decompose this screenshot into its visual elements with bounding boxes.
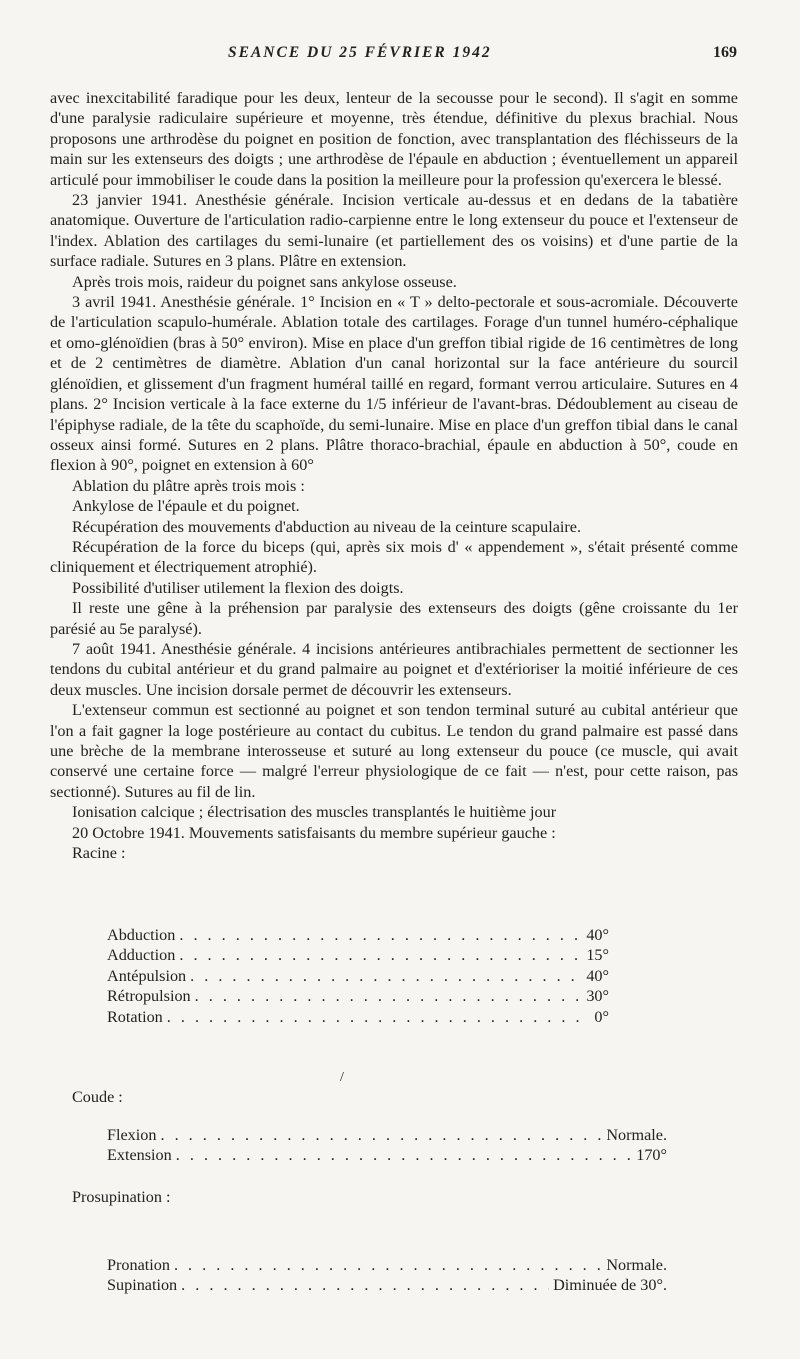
paragraph: Récupération de la force du biceps (qui, après six mois d' « appendement », s'était présenté comme cliniquement et électriquement atrophié). [50,537,738,577]
body-text [50,88,738,863]
stray-slash-mark: / [340,1070,344,1085]
row-label: Pronation [107,1256,170,1274]
row-label: Rotation [107,1007,163,1026]
table-row [107,986,609,1006]
table-row [107,1125,667,1145]
row-value: 170° [636,1146,667,1165]
paragraph: Après trois mois, raideur du poignet sans ankylose osseuse. [72,272,457,291]
paragraph: Il reste une gêne à la préhension par paralysie des extenseurs des doigts (gêne croissante du 1er parésié au 5e paralysé). [50,599,738,638]
row-value: 40° [586,966,609,985]
row-label: Abduction [107,926,176,944]
paragraph: Ionisation calcique ; électrisation des muscles transplantés le huitième jour [72,803,557,822]
table-row [107,1007,609,1027]
row-value: 15° [586,946,609,965]
row-label: Flexion [107,1126,157,1144]
row-label: Antépulsion [107,966,187,985]
leader-dots [190,966,582,986]
leader-dots [160,1125,602,1145]
row-value: 40° [586,926,609,944]
paragraph: Ankylose de l'épaule et du poignet. [72,497,300,516]
paragraph: Récupération des mouvements d'abduction au niveau de la ceinture scapulaire. [72,517,582,536]
coude-title: Coude : [72,1088,123,1106]
row-value: 0° [594,1007,609,1026]
table-row [107,1275,667,1295]
racine-table [107,925,609,1027]
table-row [107,925,609,945]
paragraph: 7 août 1941. Anesthésie générale. 4 incisions antérieures antibrachiales permettent de sectionner les tendons du cubital antérieur et du grand palmaire au poignet et d'extérioriser la moitié inférieure de ces deux muscles. Une incision dorsale permet de découvrir les extenseurs. [50,639,738,699]
table-row [107,966,609,986]
paragraph: L'extenseur commun est sectionné au poignet et son tendon terminal suturé au cubital antérieur que l'on a fait gagner la loge postérieure au contact du cubitus. Le tendon du grand palmaire est passé dans une brèche de la membrane interosseuse et suturé au long extenseur du pouce (ce muscle, qui avait conservé une certaine force — malgré l'erreur physiologique de ce fait — n'est, pour cette raison, pas sectionné). Sutures au fil de lin. [50,701,738,801]
leader-dots [195,986,583,1006]
paragraph: 23 janvier 1941. Anesthésie générale. Incision verticale au-dessus et en dedans de la tabatière anatomique. Ouverture de l'articulation radio-carpienne entre le long extenseur du pouce et l'extenseur de l'index. Ablation des cartilages du semi-lunaire (et partiellement des os voisins) et d'une partie de la surface radiale. Sutures en 3 plans. Plâtre en extension. [50,191,738,271]
row-label: Rétropulsion [107,987,191,1006]
row-label: Adduction [107,946,176,965]
running-header [0,44,800,68]
table-row [107,1255,667,1275]
prosupination-title: Prosupination : [72,1188,171,1206]
row-value: Normale. [606,1256,667,1274]
paragraph: Racine : [72,844,126,863]
prosupination-table [107,1255,667,1296]
row-label: Supination [107,1276,178,1295]
row-value: Diminuée de 30°. [553,1276,667,1295]
coude-table [107,1125,667,1166]
paragraph: Possibilité d'utiliser utilement la flexion des doigts. [72,578,404,597]
leader-dots [167,1007,591,1027]
table-row [107,945,609,965]
leader-dots [176,1145,632,1165]
leader-dots [181,1275,549,1295]
leader-dots [174,1255,602,1275]
row-value: 30° [586,987,609,1006]
leader-dots [179,925,582,945]
table-row [107,1145,667,1165]
leader-dots [179,945,582,965]
row-label: Extension [107,1146,172,1165]
paragraph: 20 Octobre 1941. Mouvements satisfaisants du membre supérieur gauche : [72,823,556,842]
paragraph: avec inexcitabilité faradique pour les deux, lenteur de la secousse pour le second). Il s'agit en somme d'une paralysie radiculaire supérieure et moyenne, très étendue, définitive du plexus brachial. Nous proposons une arthrodèse du poignet en position de fonction, avec transplantation des fléchisseurs de la main sur les extenseurs des doigts ; une arthrodèse de l'épaule en abduction ; éventuellement un appareil articulé pour immobiliser le coude dans la position la meilleure pour la profession qu'exercera le blessé. [50,89,738,189]
row-value: Normale. [606,1126,667,1144]
page-number: 169 [713,44,737,61]
header-title: SEANCE DU 25 FÉVRIER 1942 [228,44,492,61]
paragraph: Ablation du plâtre après trois mois : [72,476,305,495]
paragraph: 3 avril 1941. Anesthésie générale. 1° Incision en « T » delto-pectorale et sous-acromiale. Découverte de l'articulation scapulo-humérale. Ablation totale des cartilages. Forage d'un tunnel huméro-céphalique et omo-glénoïdien (bras à 50° environ). Mise en place d'un greffon tibial rigide de 16 centimètres de long et de 2 centimètres de diamètre. Ablation d'un canal horizontal sur la face antérieure du sourcil glénoïdien, et glissement d'un fragment huméral taillé en regard, formant verrou articulaire. Sutures en 4 plans. 2° Incision verticale à la face externe du 1/5 inférieur de l'avant-bras. Dédoublement au ciseau de l'épiphyse radiale, de la tête du scaphoïde, du semi-lunaire. Mise en place d'un greffon tibial dans le canal osseux ainsi formé. Sutures en 2 plans. Plâtre thoraco-brachial, épaule en abduction à 50°, coude en flexion à 90°, poignet en extension à 60° [50,293,738,475]
